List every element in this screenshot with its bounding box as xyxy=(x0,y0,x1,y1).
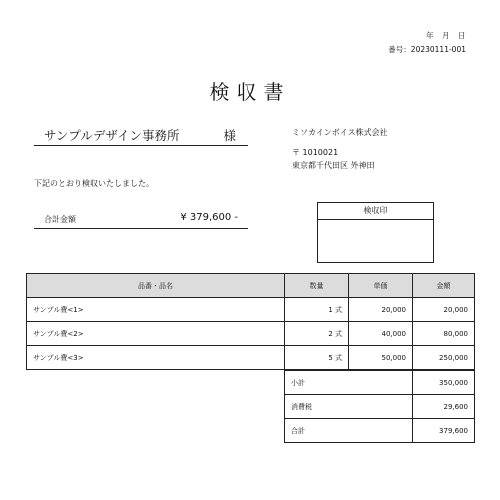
column-header-unit-price: 単価 xyxy=(349,274,413,298)
item-quantity: 5 式 xyxy=(285,346,349,370)
tax-label: 消費税 xyxy=(285,395,413,419)
item-amount: 20,000 xyxy=(413,298,475,322)
item-name: サンプル費<1> xyxy=(27,298,285,322)
table-row xyxy=(27,298,475,322)
item-unit-price: 50,000 xyxy=(349,346,413,370)
item-amount: 250,000 xyxy=(413,346,475,370)
table-row xyxy=(27,322,475,346)
recipient-block xyxy=(34,125,248,146)
total-amount-label: 合計金額 xyxy=(44,215,76,224)
table-header-row xyxy=(27,274,475,298)
issuer-company: ミソカインボイス株式会社 xyxy=(292,128,388,137)
item-unit-price: 40,000 xyxy=(349,322,413,346)
stamp-label: 検収印 xyxy=(318,203,433,220)
items-table xyxy=(26,273,475,370)
page-title: 検収書 xyxy=(209,80,291,104)
total-amount-line xyxy=(34,212,248,229)
table-row xyxy=(27,346,475,370)
item-name: サンプル費<2> xyxy=(27,322,285,346)
item-quantity: 2 式 xyxy=(285,322,349,346)
item-amount: 80,000 xyxy=(413,322,475,346)
summary-row-tax xyxy=(285,395,475,419)
item-unit-price: 20,000 xyxy=(349,298,413,322)
summary-row-subtotal xyxy=(285,371,475,395)
column-header-item: 品番・品名 xyxy=(27,274,285,298)
summary-table xyxy=(284,370,475,443)
issuer-postal: 〒 1010021 xyxy=(292,148,339,157)
subtotal-label: 小計 xyxy=(285,371,413,395)
grand-total-label: 合計 xyxy=(285,419,413,443)
column-header-quantity: 数量 xyxy=(285,274,349,298)
item-name: サンプル費<3> xyxy=(27,346,285,370)
document-number: 番号：20230111-001 xyxy=(388,45,466,54)
body-text: 下記のとおり検収いたしました。 xyxy=(34,179,154,188)
stamp-box xyxy=(317,202,434,263)
recipient-name: サンプルデザイン事務所 xyxy=(44,128,180,143)
subtotal-value: 350,000 xyxy=(413,371,475,395)
grand-total-value: 379,600 xyxy=(413,419,475,443)
issuer-address: 東京都千代田区 外神田 xyxy=(292,161,375,170)
total-amount-value: ¥ 379,600 - xyxy=(180,212,238,223)
column-header-amount: 金額 xyxy=(413,274,475,298)
tax-value: 29,600 xyxy=(413,395,475,419)
summary-row-total xyxy=(285,419,475,443)
issuer-block xyxy=(292,126,388,172)
date-label: 年 月 日 xyxy=(426,31,466,40)
item-quantity: 1 式 xyxy=(285,298,349,322)
recipient-honorific: 様 xyxy=(223,128,236,143)
